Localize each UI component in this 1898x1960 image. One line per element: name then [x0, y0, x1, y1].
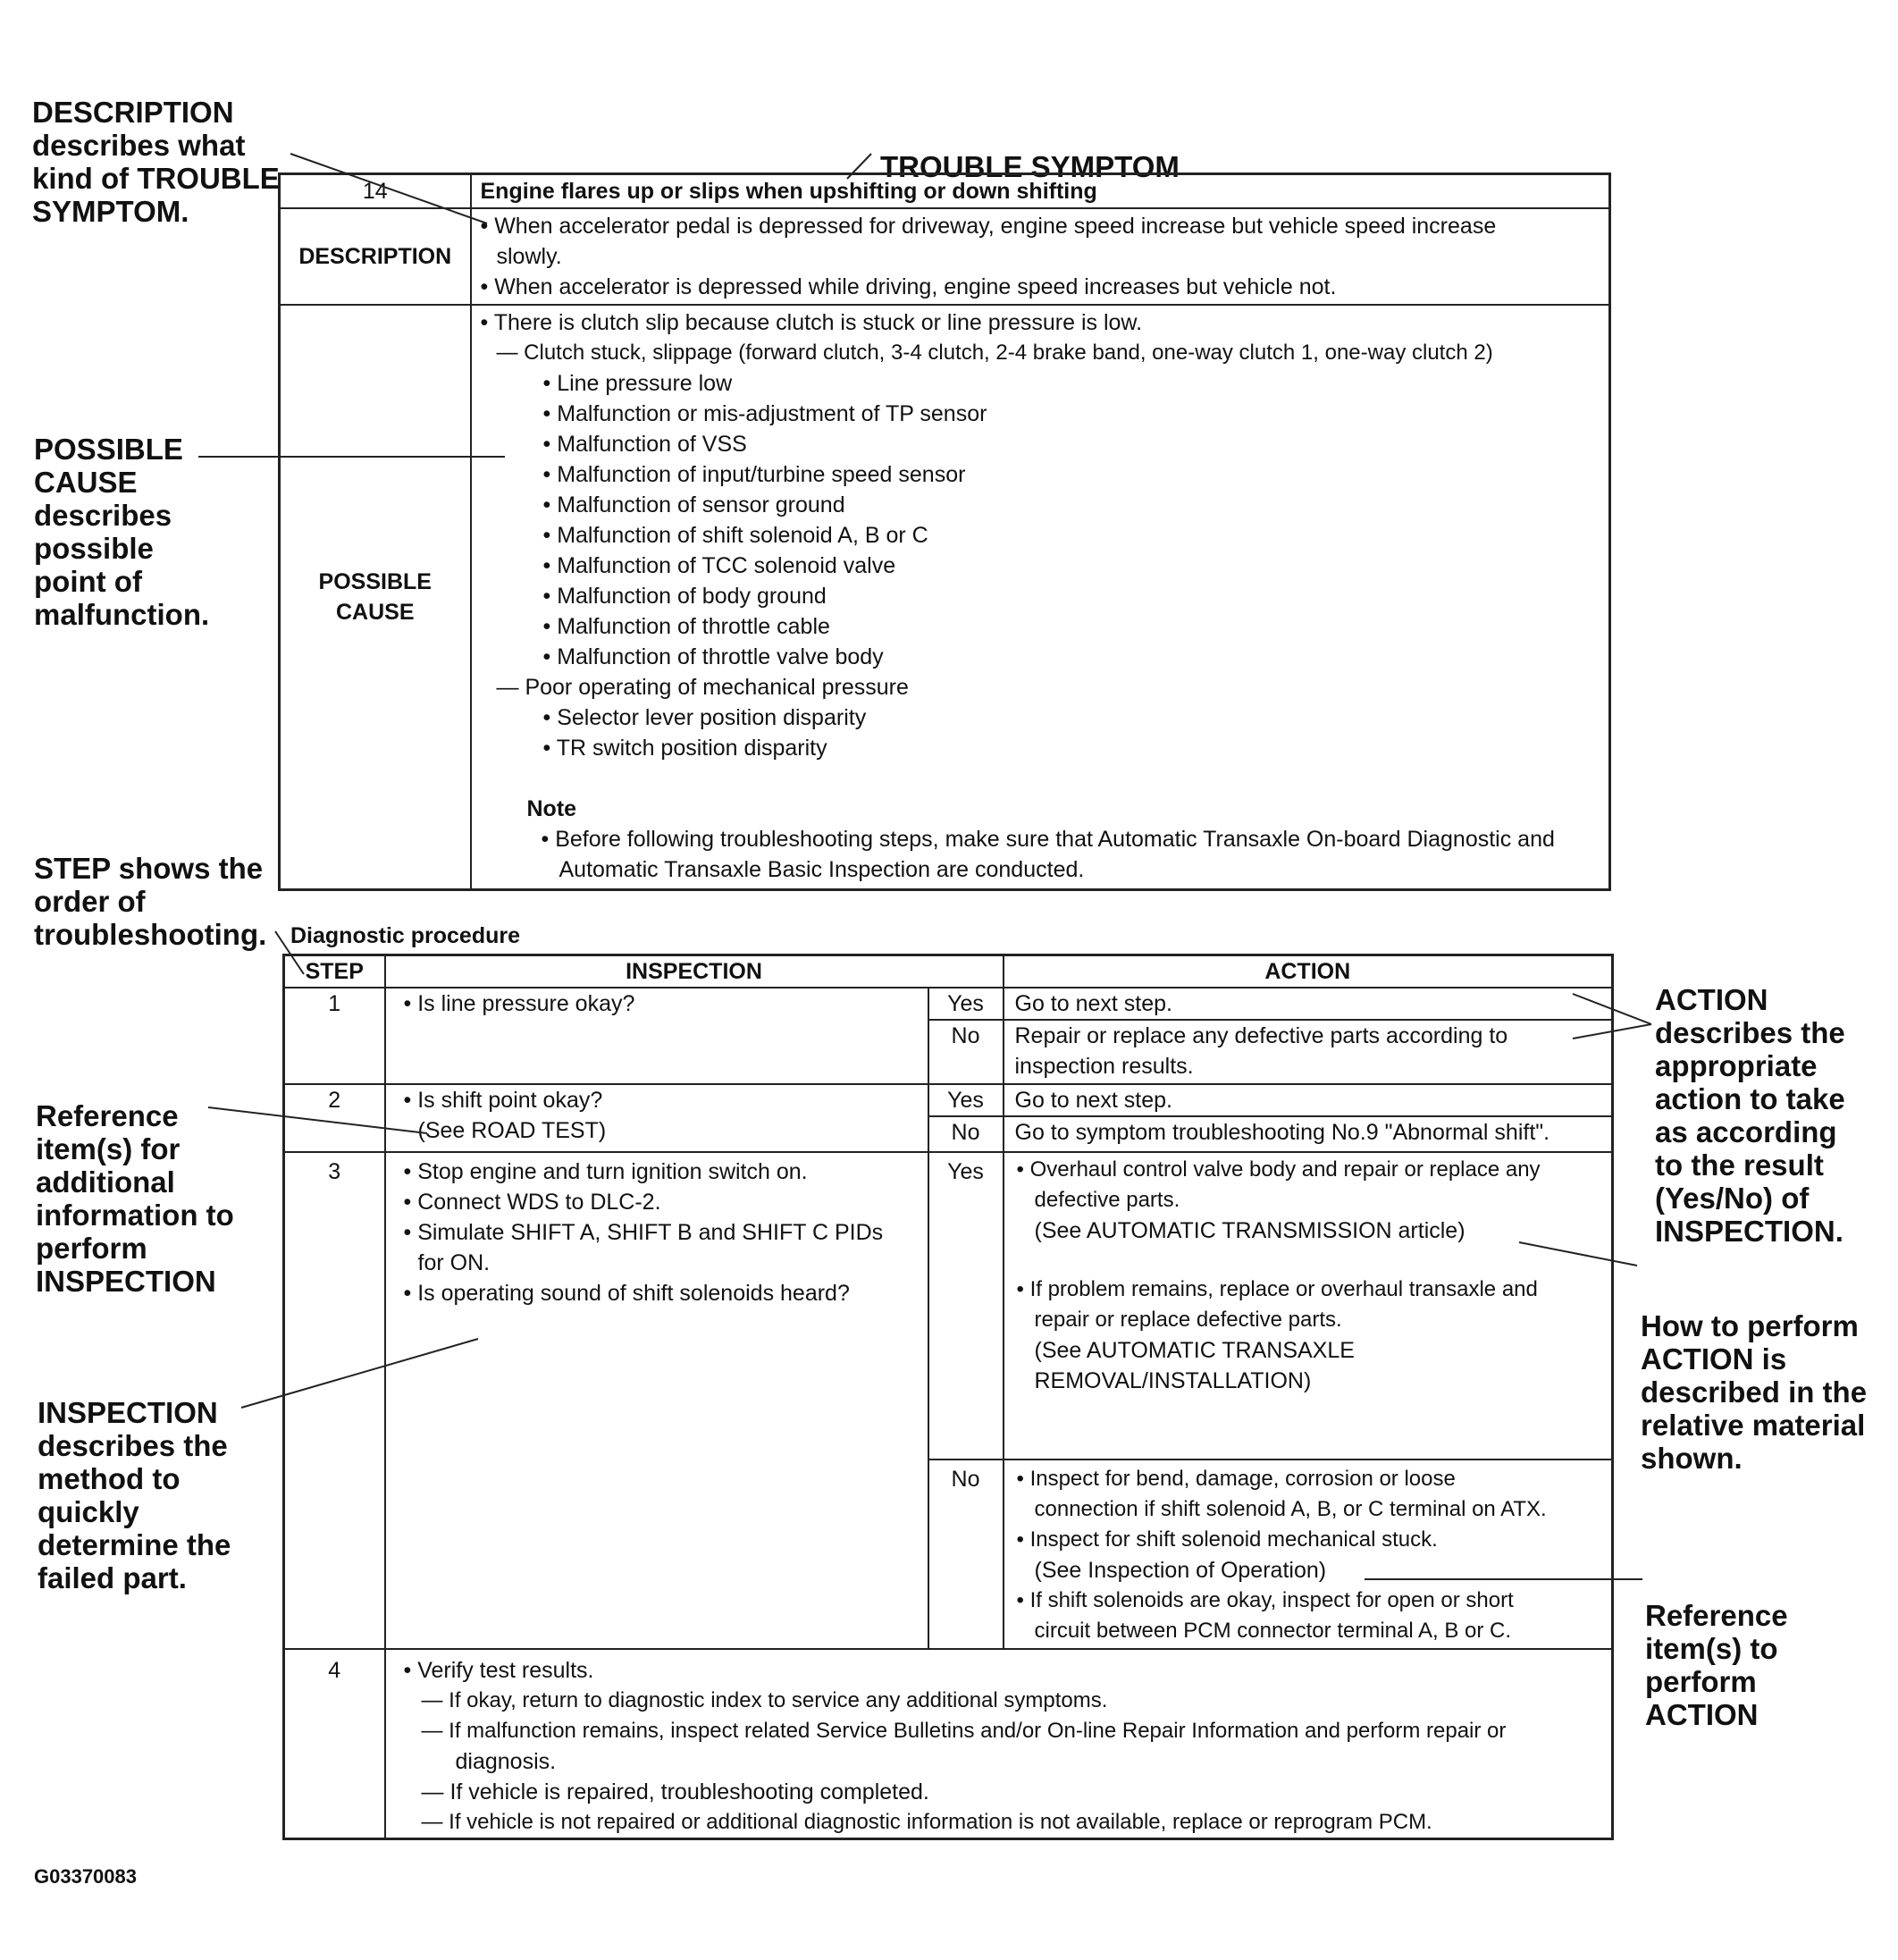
step-inspection: • Is shift point okay? (See ROAD TEST)	[385, 1084, 928, 1152]
callout-action: ACTION describes the appropriate action to take as according to the result (Yes/No) of INSPECTION.	[1655, 983, 1845, 1248]
leader-action-1	[1573, 994, 1651, 1024]
yes-label: Yes	[928, 988, 1004, 1020]
no-label: No	[928, 1020, 1004, 1084]
step-inspection: • Stop engine and turn ignition switch on. • Connect WDS to DLC-2. • Simulate SHIFT A, SHIFT B and SHIFT C PIDs for ON. • Is operating sound of shift solenoids heard?	[385, 1152, 928, 1649]
step-number: 4	[284, 1649, 385, 1839]
note-label: Note	[526, 795, 577, 821]
header-step: STEP	[284, 955, 385, 988]
step4-inspection: • Verify test results. — If okay, return to diagnostic index to service any additional symptoms. — If malfunction remains, inspect related Service Bulletins and/or On-line Repair Information and perform repair or diagnosis. — If vehicle is repaired, troubleshooting completed. — If vehicle is not repaired or additional diagnostic information is not available, replace or reprogram PCM.	[385, 1649, 1613, 1839]
figure-id: G03370083	[34, 1865, 137, 1888]
callout-how-to-perform: How to perform ACTION is described in the relative material shown.	[1641, 1309, 1868, 1475]
leader-step	[275, 931, 304, 974]
diagnostic-heading: Diagnostic procedure	[290, 923, 520, 948]
leader-description	[290, 154, 487, 223]
cause-group1-list: • Line pressure low • Malfunction or mis-adjustment of TP sensor • Malfunction of VSS • Malfunction of input/turbine speed sensor • Malfunction of sensor ground • Malfunction of shift solenoid A, B or C • Malfunction of TCC solenoid valve • Malfunction of body ground • Malfunction of throttle cable • Malfunction of throttle valve body	[542, 370, 987, 669]
no-action: • Inspect for bend, damage, corrosion or loose connection if shift solenoid A, B, or C terminal on ATX. • Inspect for shift solenoid mechanical stuck. (See Inspection of Operation) • If shift solenoids are okay, inspect for open or short circuit between PCM connector terminal A, B or C.	[1004, 1459, 1613, 1649]
description-text: • When accelerator pedal is depressed for driveway, engine speed increase but vehicle speed increase slowly. • When accelerator is depressed while driving, engine speed increases but vehicle not.	[471, 208, 1610, 305]
no-label: No	[928, 1116, 1004, 1152]
callout-reference-action: Reference item(s) to perform ACTION	[1645, 1599, 1788, 1731]
callout-possible-cause: POSSIBLE CAUSE describes possible point of malfunction.	[34, 433, 210, 631]
callout-step: STEP shows the order of troubleshooting.	[34, 852, 267, 951]
symptom-number: 14	[280, 174, 471, 208]
leader-how-to-perform	[1519, 1242, 1637, 1266]
yes-label: Yes	[928, 1152, 1004, 1459]
header-inspection: INSPECTION	[385, 955, 1004, 988]
no-label: No	[928, 1459, 1004, 1649]
step-number: 1	[284, 988, 385, 1084]
description-label: DESCRIPTION	[280, 208, 471, 305]
yes-label: Yes	[928, 1084, 1004, 1116]
leader-trouble-symptom	[847, 154, 871, 179]
no-action: Repair or replace any defective parts according to inspection results.	[1004, 1020, 1613, 1084]
callout-description: DESCRIPTION describes what kind of TROUBLE SYMPTOM.	[32, 96, 280, 228]
callout-reference-inspection: Reference item(s) for additional information to perform INSPECTION	[36, 1099, 234, 1298]
yes-action: Go to next step.	[1004, 988, 1613, 1020]
leader-inspection	[241, 1339, 478, 1408]
symptom-title: Engine flares up or slips when upshifting or down shifting	[471, 174, 1610, 208]
possible-cause-label: POSSIBLE CAUSE	[280, 305, 471, 890]
header-action: ACTION	[1004, 955, 1613, 988]
possible-cause-text: • There is clutch slip because clutch is stuck or line pressure is low. — Clutch stuck, slippage (forward clutch, 3-4 clutch, 2-4 brake band, one-way clutch 1, one-way clutch 2) • Line pressure low • Malfunction or mis-adjustment of TP sensor • Malfunction of VSS • Malfunction of input/turbine speed sensor • Malfunction of sensor ground • Malfunction of shift solenoid A, B or C • Malfunction of TCC solenoid valve • Malfunction of body ground • Malfunction of throttle cable • Malfunction of throttle valve body — Poor operating of mechanical pressure • Selector lever position disparity • TR switch position disparity Note • Before following troubleshooting steps, make sure that Automatic Transaxle On-board Diagnostic and Automatic Transaxle Basic Inspection are conducted.	[471, 305, 1610, 890]
step-number: 2	[284, 1084, 385, 1152]
step-number: 3	[284, 1152, 385, 1649]
yes-action: • Overhaul control valve body and repair or replace any defective parts. (See AUTOMATIC TRANSMISSION article) • If problem remains, replace or overhaul transaxle and repair or replace defective parts. (See AUTOMATIC TRANSAXLE REMOVAL/INSTALLATION)	[1004, 1152, 1613, 1459]
step-inspection: • Is line pressure okay?	[385, 988, 928, 1084]
leader-reference-inspection	[208, 1107, 427, 1133]
callout-inspection: INSPECTION describes the method to quickly determine the failed part.	[38, 1396, 231, 1594]
yes-action: Go to next step.	[1004, 1084, 1613, 1116]
callout-trouble-symptom: TROUBLE SYMPTOM	[880, 150, 1180, 183]
leader-action-2	[1573, 1024, 1651, 1039]
no-action: Go to symptom troubleshooting No.9 "Abnormal shift".	[1004, 1116, 1613, 1152]
